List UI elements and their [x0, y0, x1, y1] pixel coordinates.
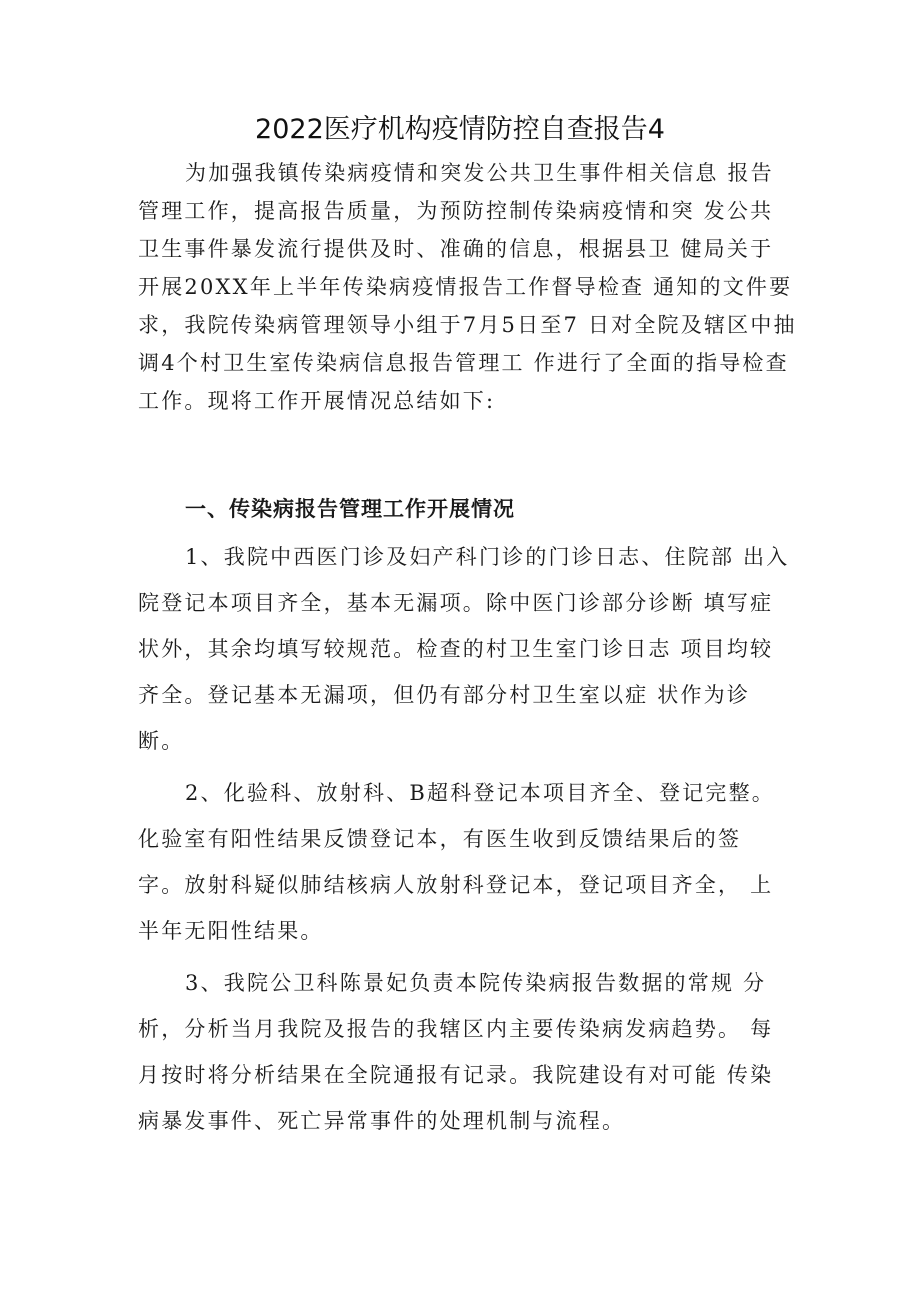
item1-line: 院登记本项目齐全，基本无漏项。除中医门诊部分诊断 填写症: [138, 591, 774, 615]
item3-line: 析，分析当月我院及报告的我辖区内主要传染病发病趋势。 每: [138, 1017, 774, 1041]
item2-line: 2、化验科、放射科、B超科登记本项目齐全、登记完整。: [185, 781, 775, 805]
intro-line: 工作。现将工作开展情况总结如下:: [138, 389, 496, 413]
intro-line: 为加强我镇传染病疫情和突发公共卫生事件相关信息 报告: [185, 161, 774, 185]
item2-line: 化验室有阳性结果反馈登记本，有医生收到反馈结果后的签: [138, 827, 742, 851]
document-title: 2022医疗机构疫情防控自查报告4: [255, 114, 665, 145]
item3-line: 病暴发事件、死亡异常事件的处理机制与流程。: [138, 1109, 626, 1133]
item1-line: 1、我院中西医门诊及妇产科门诊的门诊日志、住院部 出入: [185, 545, 790, 569]
item2-line: 字。放射科疑似肺结核病人放射科登记本，登记项目齐全， 上: [138, 873, 774, 897]
item2-line: 半年无阳性结果。: [138, 919, 324, 943]
intro-line: 调4个村卫生室传染病信息报告管理工 作进行了全面的指导检查: [138, 351, 789, 375]
item1-line: 齐全。登记基本无漏项，但仍有部分村卫生室以症 状作为诊: [138, 683, 751, 707]
item3-line: 3、我院公卫科陈景妃负责本院传染病报告数据的常规 分: [185, 971, 767, 995]
item1-line: 断。: [138, 729, 185, 753]
intro-line: 管理工作，提高报告质量，为预防控制传染病疫情和突 发公共: [138, 199, 774, 223]
item1-line: 状外，其余均填写较规范。检查的村卫生室门诊日志 项目均较: [138, 637, 774, 661]
section-heading: 一、传染病报告管理工作开展情况: [185, 497, 515, 521]
intro-line: 卫生事件暴发流行提供及时、准确的信息，根据县卫 健局关于: [138, 237, 774, 261]
intro-line: 求，我院传染病管理领导小组于7月5日至7 日对全院及辖区中抽: [138, 313, 797, 337]
intro-line: 开展20XX年上半年传染病疫情报告工作督导检查 通知的文件要: [138, 275, 793, 299]
item3-line: 月按时将分析结果在全院通报有记录。我院建设有对可能 传染: [138, 1063, 774, 1087]
